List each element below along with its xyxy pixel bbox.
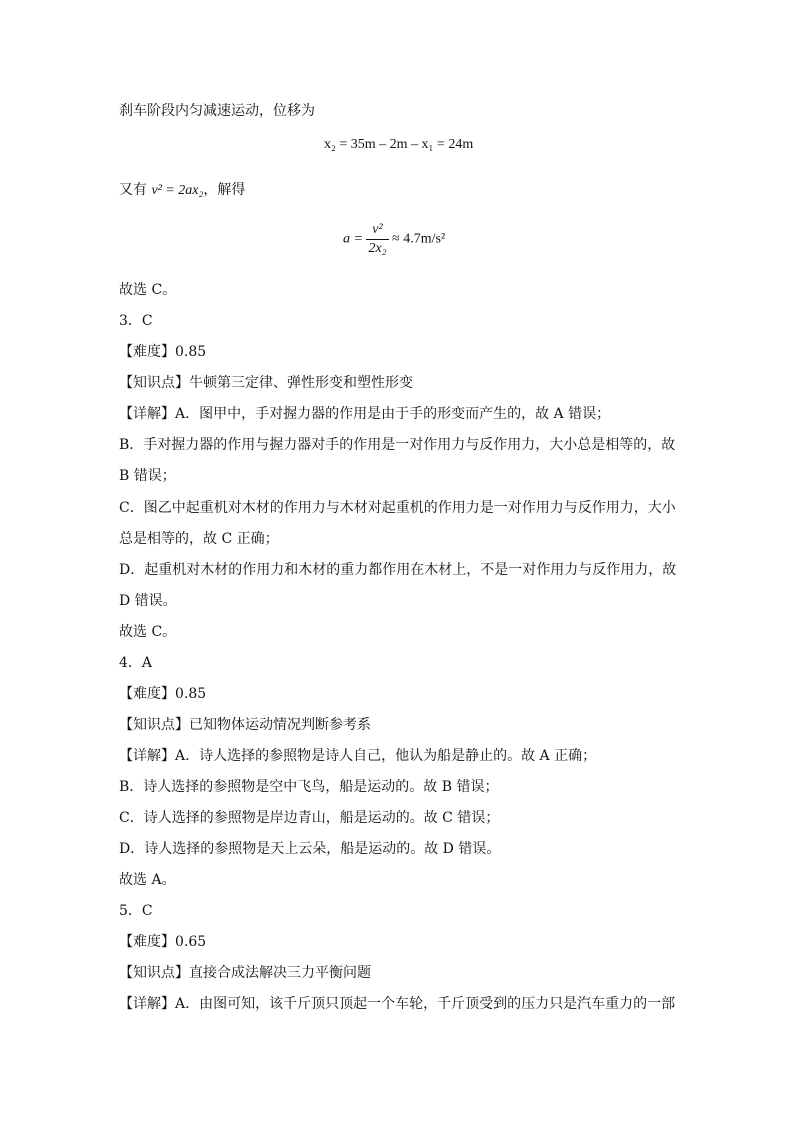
eq2-fraction xyxy=(366,222,388,257)
line-choose-c-1: 故选 C。 xyxy=(119,282,177,298)
q3-explanation-b-cont: B 错误； xyxy=(119,468,176,484)
line-brake-phase: 刹车阶段内匀减速运动，位移为 xyxy=(119,103,315,119)
question-4-answer: 4．A xyxy=(119,655,153,671)
text-suffix: ，解得 xyxy=(203,182,246,198)
q3-knowledge-point: 【知识点】牛顿第三定律、弹性形变和塑性形变 xyxy=(119,375,413,391)
q4-explanation-b: B．诗人选择的参照物是空中飞鸟，船是运动的。故 B 错误； xyxy=(119,779,499,795)
q4-explanation-d: D．诗人选择的参照物是天上云朵，船是运动的。故 D 错误。 xyxy=(119,841,501,857)
q3-explanation-c-cont: 总是相等的，故 C 正确； xyxy=(119,531,279,547)
eq2-numerator: v² xyxy=(366,222,388,240)
q5-difficulty: 【难度】0.65 xyxy=(119,934,207,950)
q3-difficulty: 【难度】0.85 xyxy=(119,344,207,360)
q4-difficulty: 【难度】0.85 xyxy=(119,686,207,702)
equation-displacement: x₂ = 35m – 2m – x₁ = 24m xyxy=(324,137,474,152)
text-prefix: 又有 xyxy=(119,182,152,198)
line-choose-a: 故选 A。 xyxy=(119,872,176,888)
q4-explanation-c: C．诗人选择的参照物是岸边青山，船是运动的。故 C 错误； xyxy=(119,810,500,826)
eq2-denominator: 2x₂ xyxy=(368,241,387,256)
q5-explanation-a: 【详解】A．由图可知，该千斤顶只顶起一个车轮，千斤顶受到的压力只是汽车重力的一部 xyxy=(119,996,676,1012)
question-3-answer: 3．C xyxy=(119,313,153,329)
eq2-rhs: ≈ 4.7m/s² xyxy=(392,231,446,247)
q5-knowledge-point: 【知识点】直接合成法解决三力平衡问题 xyxy=(119,965,371,981)
equation-acceleration xyxy=(343,222,445,257)
q4-knowledge-point: 【知识点】已知物体运动情况判断参考系 xyxy=(119,717,371,733)
line-also-have xyxy=(119,180,245,201)
q3-explanation-d-cont: D 错误。 xyxy=(119,593,177,609)
question-5-answer: 5．C xyxy=(119,903,153,919)
q3-explanation-d: D．起重机对木材的作用力和木材的重力都作用在木材上，不是一对作用力与反作用力，故 xyxy=(119,562,677,578)
inline-equation: v² = 2ax₂ xyxy=(151,183,204,198)
eq2-lhs: a = xyxy=(343,231,363,247)
line-choose-c-2: 故选 C。 xyxy=(119,624,177,640)
q4-explanation-a: 【详解】A．诗人选择的参照物是诗人自己，他认为船是静止的。故 A 正确； xyxy=(119,748,597,764)
q3-explanation-c: C．图乙中起重机对木材的作用力与木材对起重机的作用力是一对作用力与反作用力，大小 xyxy=(119,500,676,516)
q3-explanation-a: 【详解】A．图甲中，手对握力器的作用是由于手的形变而产生的，故 A 错误； xyxy=(119,406,611,422)
q3-explanation-b: B．手对握力器的作用与握力器对手的作用是一对作用力与反作用力，大小总是相等的，故 xyxy=(119,437,676,453)
